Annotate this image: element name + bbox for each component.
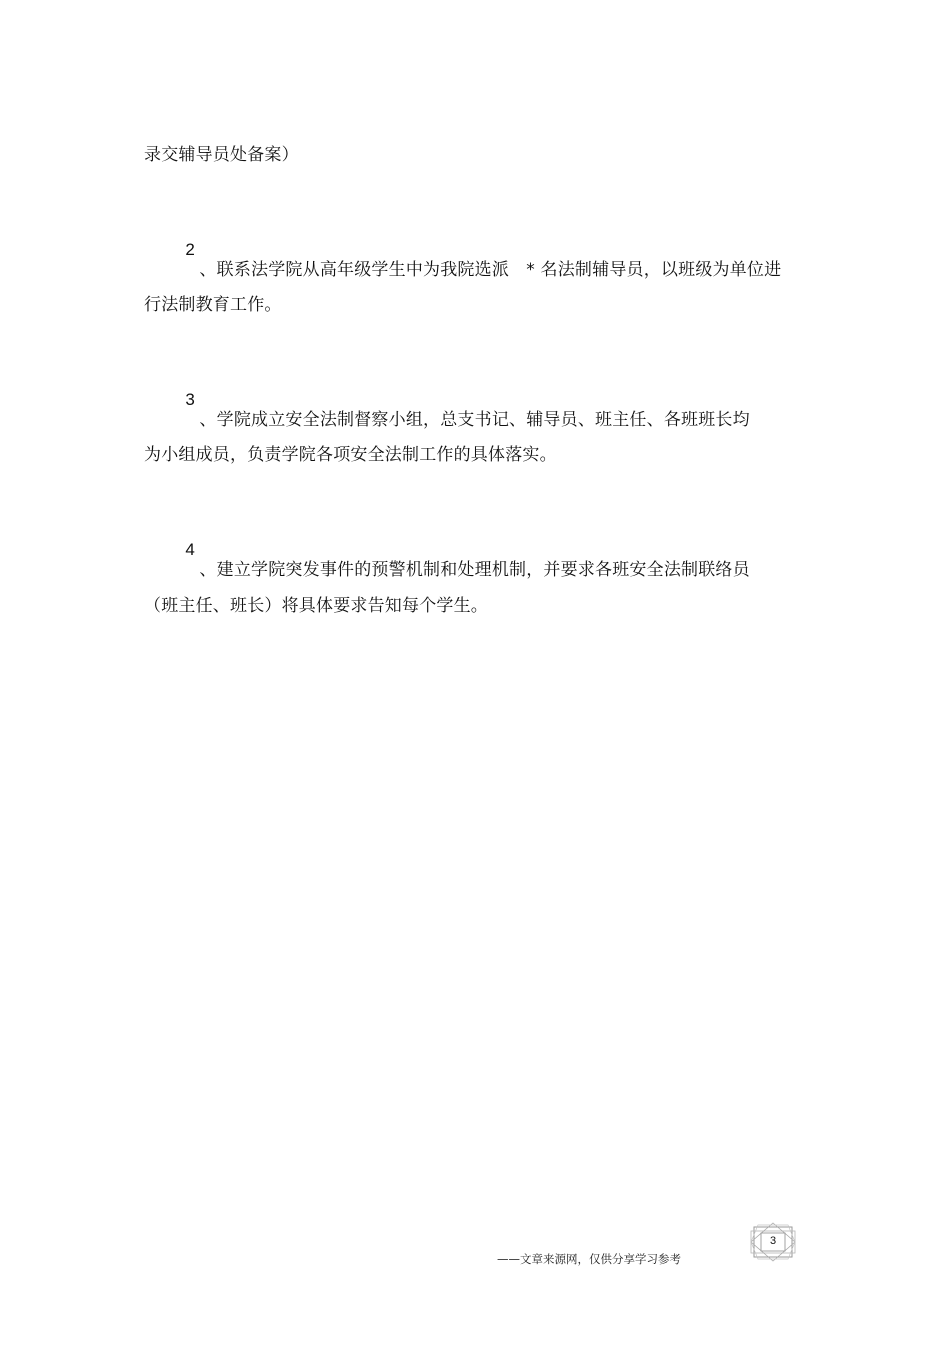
- list-number: 3: [185, 390, 196, 409]
- list-item-text: 、学院成立安全法制督察小组，总支书记、辅导员、班主任、各班班长均: [199, 410, 750, 430]
- list-item-text: 、建立学院突发事件的预警机制和处理机制，并要求各班安全法制联络员: [199, 560, 750, 580]
- page-number: 3: [769, 1235, 777, 1247]
- paragraph-line: 为小组成员，负责学院各项安全法制工作的具体落实。: [144, 445, 557, 465]
- list-number: 2: [185, 240, 196, 259]
- paragraph-line: （班主任、班长）将具体要求告知每个学生。: [144, 596, 488, 616]
- list-item-4: [163, 520, 750, 600]
- paragraph-line: 行法制教育工作。: [144, 295, 282, 315]
- list-item-text: 、联系法学院从高年级学生中为我院选派 * 名法制辅导员，以班级为单位进: [199, 260, 782, 280]
- paragraph-line: 录交辅导员处备案）: [144, 145, 299, 165]
- page-number-badge: [748, 1222, 798, 1262]
- footer-source-note: ——文章来源网，仅供分享学习参考: [497, 1252, 681, 1266]
- list-item-2: [163, 220, 781, 300]
- list-item-3: [163, 370, 750, 450]
- list-number: 4: [185, 540, 196, 559]
